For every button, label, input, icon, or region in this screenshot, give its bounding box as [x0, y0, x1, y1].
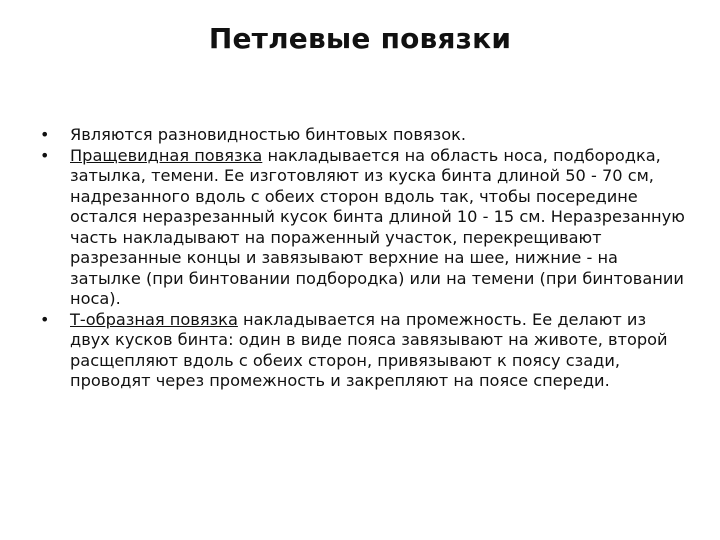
- bullet-item: [40, 310, 685, 392]
- bullet-marker: •: [40, 309, 50, 329]
- bullet-marker: •: [40, 125, 50, 144]
- slide-title: Петлевые повязки: [208, 22, 512, 55]
- bullet-item: [40, 125, 685, 146]
- bullet-term: Пращевидная повязка: [70, 145, 263, 165]
- bullet-term: Т-образная повязка: [70, 309, 238, 329]
- bullet-text: накладывается на промежность. Ее делают из двух кусков бинта: один в виде пояса завязывают на животе, второй расщепляют вдоль с обеих сторон, привязывают к поясу сзади, проводят через промежность и закрепляют на поясе спереди.: [70, 309, 668, 390]
- bullet-text: накладывается на область носа, подбородка, затылка, темени. Ее изготовляют из куска бинта длиной 50 - 70 см, надрезанного вдоль с обеих сторон вдоль так, чтобы посередине остался неразрезанный кусок бинта длиной 10 - 15 см. Неразрезанную часть накладывают на пораженный участок, перекрещивают разрезанные концы и завязывают верхние на шее, нижние - на затылке (при бинтовании подбородка) или на темени (при бинтовании носа).: [70, 145, 685, 308]
- bullet-list: [40, 125, 685, 392]
- bullet-item: [40, 146, 685, 310]
- bullet-text: Являются разновидностью бинтовых повязок.: [70, 125, 467, 144]
- bullet-marker: •: [40, 145, 50, 165]
